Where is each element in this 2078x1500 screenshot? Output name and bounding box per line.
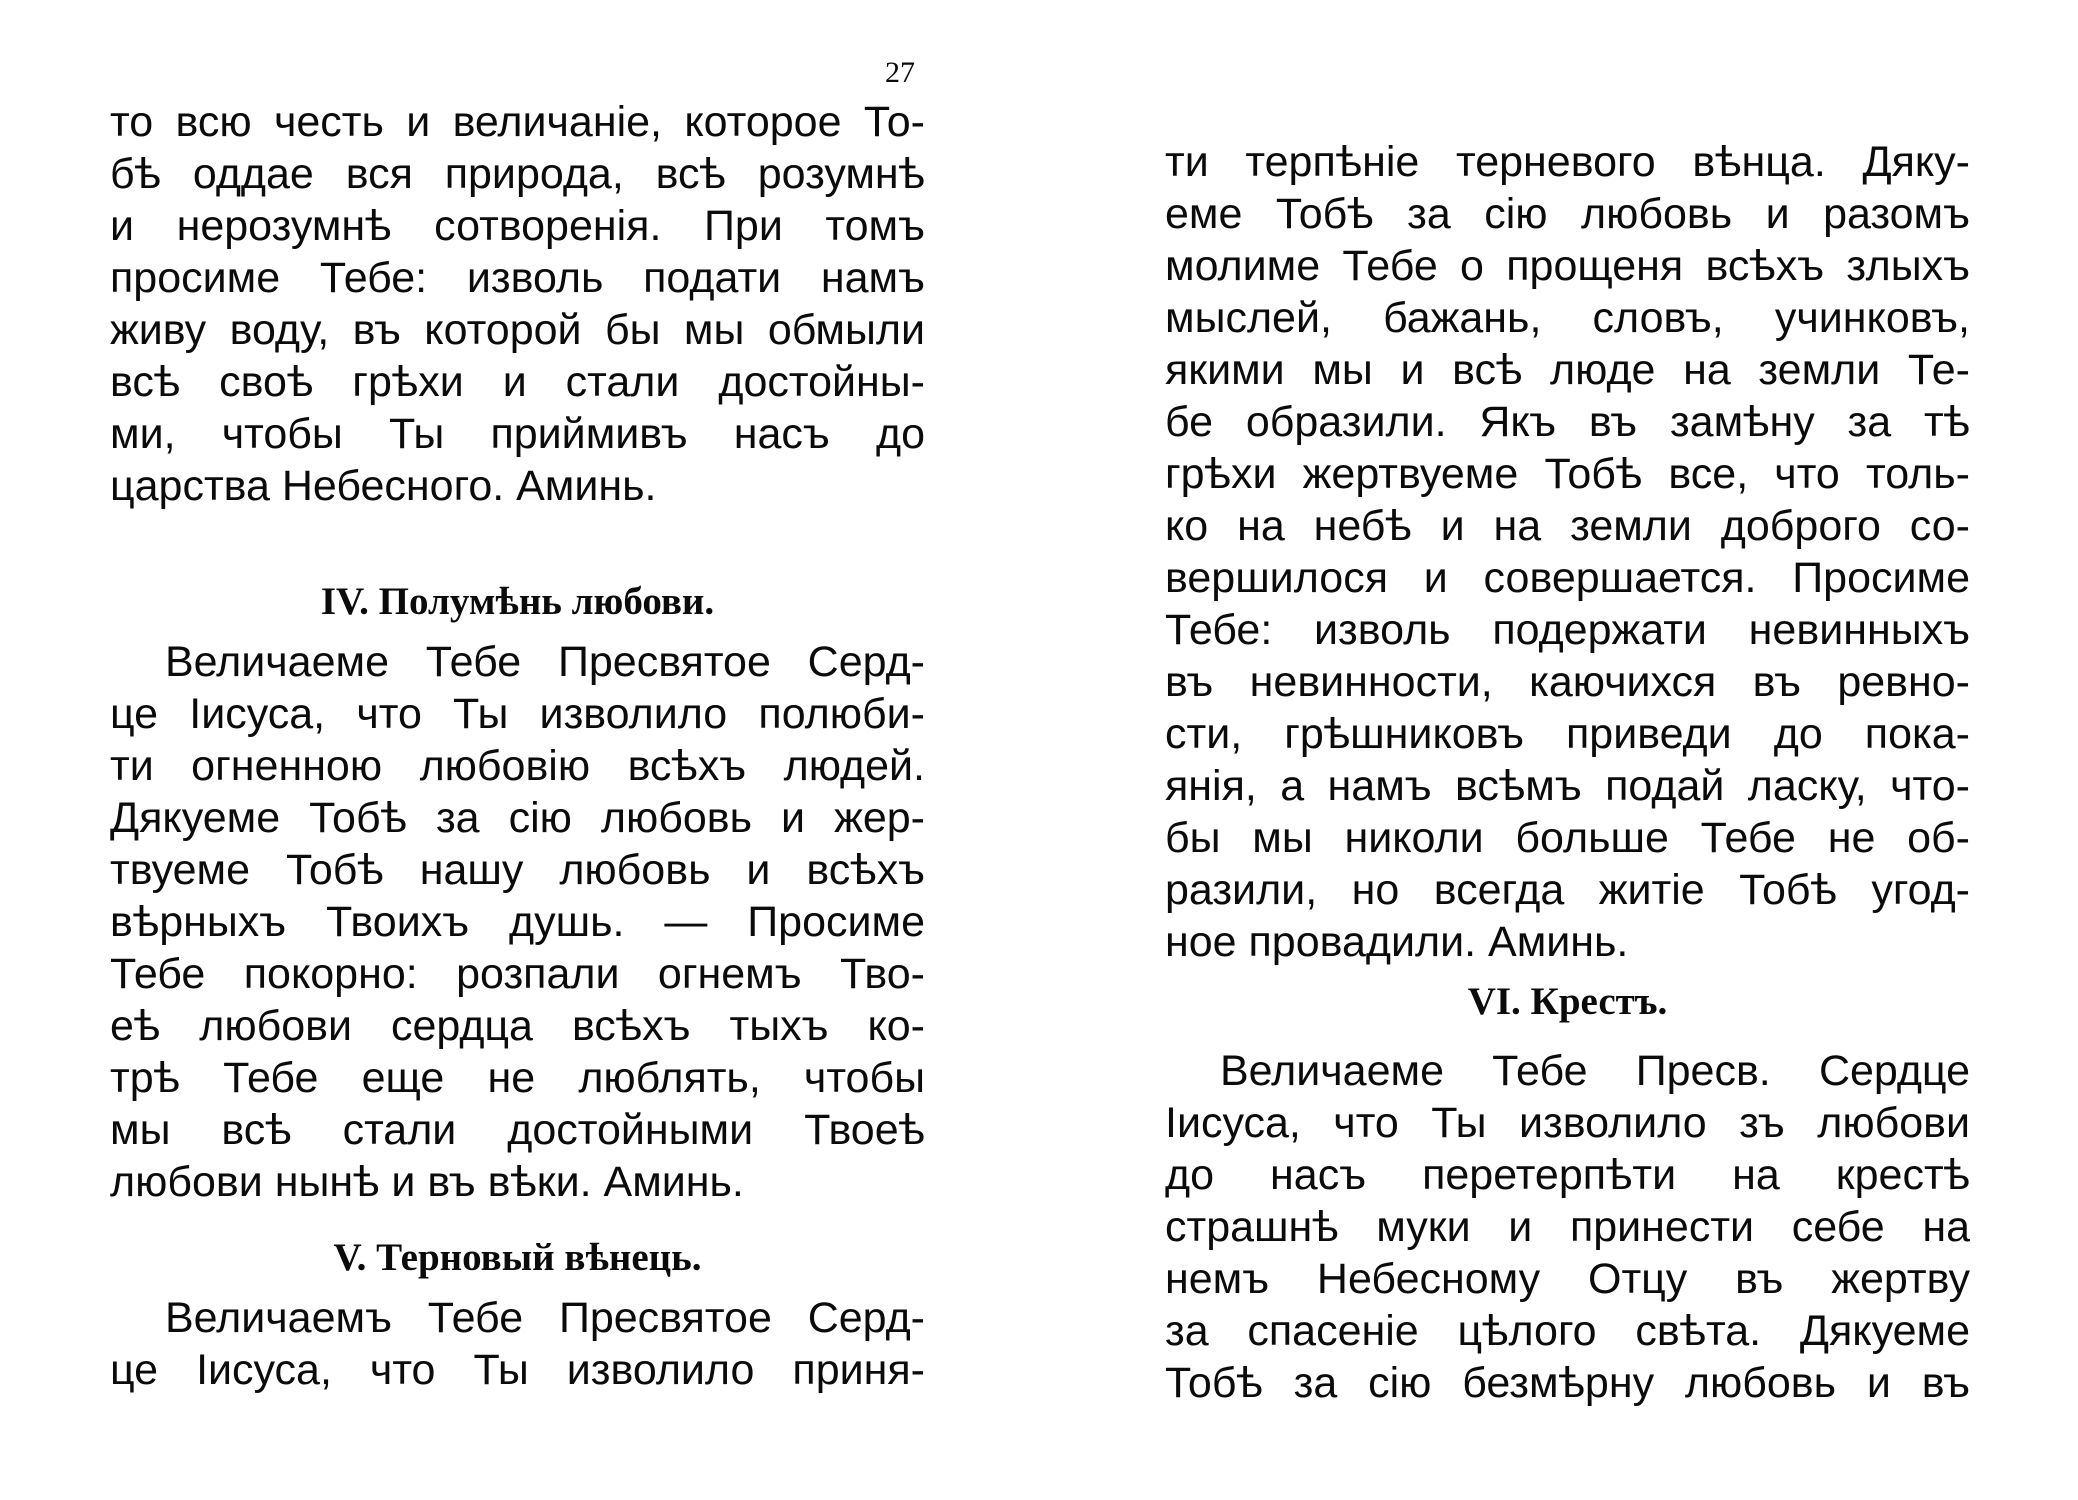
text-line: ко на небѣ и на земли доброго со- bbox=[1165, 502, 1970, 550]
text-line: разили, но всегда житiе Тобѣ угод- bbox=[1165, 866, 1970, 914]
text-line: грѣхи жертвуеме Тобѣ все, что толь- bbox=[1165, 450, 1970, 498]
text-line: Величаеме Тебе Пресвятое Серд- bbox=[165, 638, 925, 686]
page-number: 27 bbox=[885, 56, 915, 89]
section-heading-vi: VI. Крестъ. bbox=[1467, 980, 1668, 1023]
text-line: це Iисуса, что Ты изволило полюби- bbox=[110, 690, 925, 738]
section-iv-paragraph bbox=[110, 636, 925, 1208]
text-line: до насъ перетерпѣти на крестѣ bbox=[1165, 1151, 1970, 1199]
text-line: Величаемъ Тебе Пресвятое Серд- bbox=[165, 1294, 925, 1342]
section-v-paragraph bbox=[110, 1292, 925, 1396]
text-line: ное провадили. Аминь. bbox=[1165, 918, 1629, 966]
text-line: ми, чтобы Ты приймивъ насъ до bbox=[110, 410, 925, 458]
text-line: Iисуса, что Ты изволило зъ любови bbox=[1165, 1099, 1970, 1147]
text-line: живу воду, въ которой бы мы обмыли bbox=[110, 306, 925, 354]
section-heading-v: V. Терновый вѣнець. bbox=[333, 1236, 702, 1279]
text-line: за спасенiе цѣлого свѣта. Дякуеме bbox=[1165, 1307, 1970, 1355]
text-line: всѣ своѣ грѣхи и стали достойны- bbox=[110, 358, 925, 406]
text-line: еме Тобѣ за сiю любовь и разомъ bbox=[1165, 190, 1970, 238]
text-line: любови нынѣ и въ вѣки. Аминь. bbox=[110, 1158, 744, 1206]
text-line: сти, грѣшниковъ приведи до пока- bbox=[1165, 710, 1970, 758]
text-line: Величаеме Тебе Пресв. Сердце bbox=[1220, 1047, 1970, 1095]
text-line: це Iисуса, что Ты изволило приня- bbox=[110, 1346, 925, 1394]
text-line: Дякуеме Тобѣ за сiю любовь и жер- bbox=[110, 794, 925, 842]
text-line: бы мы николи больше Тебе не об- bbox=[1165, 814, 1970, 862]
text-line: твуеме Тобѣ нашу любовь и всѣхъ bbox=[110, 846, 925, 894]
text-line: то всю честь и величанiе, которое То- bbox=[110, 98, 925, 146]
text-line: и нерозумнѣ сотворенiя. При томъ bbox=[110, 202, 925, 250]
text-line: еѣ любови сердца всѣхъ тыхъ ко- bbox=[110, 1002, 925, 1050]
text-line: мы всѣ стали достойными Твоеѣ bbox=[110, 1106, 925, 1154]
text-line: бѣ оддае вся природа, всѣ розумнѣ bbox=[110, 150, 925, 198]
text-line: ти терпѣнiе терневого вѣнца. Дяку- bbox=[1165, 138, 1970, 186]
section-vi-paragraph bbox=[1165, 1045, 1970, 1409]
right-continued-paragraph bbox=[1165, 136, 1970, 968]
text-line: Тебе: изволь подержати невинныхъ bbox=[1165, 606, 1970, 654]
text-line: немъ Небесному Отцу въ жертву bbox=[1165, 1255, 1970, 1303]
text-line: бе образили. Якъ въ замѣну за тѣ bbox=[1165, 398, 1970, 446]
text-line: янiя, а намъ всѣмъ подай ласку, что- bbox=[1165, 762, 1970, 810]
text-line: якими мы и всѣ люде на земли Те- bbox=[1165, 346, 1970, 394]
text-line: просиме Тебе: изволь подати намъ bbox=[110, 254, 925, 302]
text-line: въ невинности, каючихся въ ревно- bbox=[1165, 658, 1970, 706]
text-line: трѣ Тебе еще не люблять, чтобы bbox=[110, 1054, 925, 1102]
left-page bbox=[110, 0, 925, 1500]
text-line: Тебе покорно: розпали огнемъ Тво- bbox=[110, 950, 925, 998]
left-intro-paragraph bbox=[110, 96, 925, 512]
text-line: мыслей, бажань, словъ, учинковъ, bbox=[1165, 294, 1970, 342]
text-line: Тобѣ за сiю безмѣрну любовь и въ bbox=[1165, 1359, 1970, 1407]
section-heading-iv: IV. Полумѣнь любови. bbox=[320, 580, 715, 623]
text-line: вѣрныхъ Твоихъ душь. — Просиме bbox=[110, 898, 925, 946]
text-line: царства Небесного. Аминь. bbox=[110, 462, 657, 510]
right-page bbox=[1165, 0, 1970, 1500]
text-line: молиме Тебе о прощеня всѣхъ злыхъ bbox=[1165, 242, 1970, 290]
text-line: страшнѣ муки и принести себе на bbox=[1165, 1203, 1970, 1251]
text-line: вершилося и совершается. Просиме bbox=[1165, 554, 1970, 602]
text-line: ти огненною любовiю всѣхъ людей. bbox=[110, 742, 925, 790]
